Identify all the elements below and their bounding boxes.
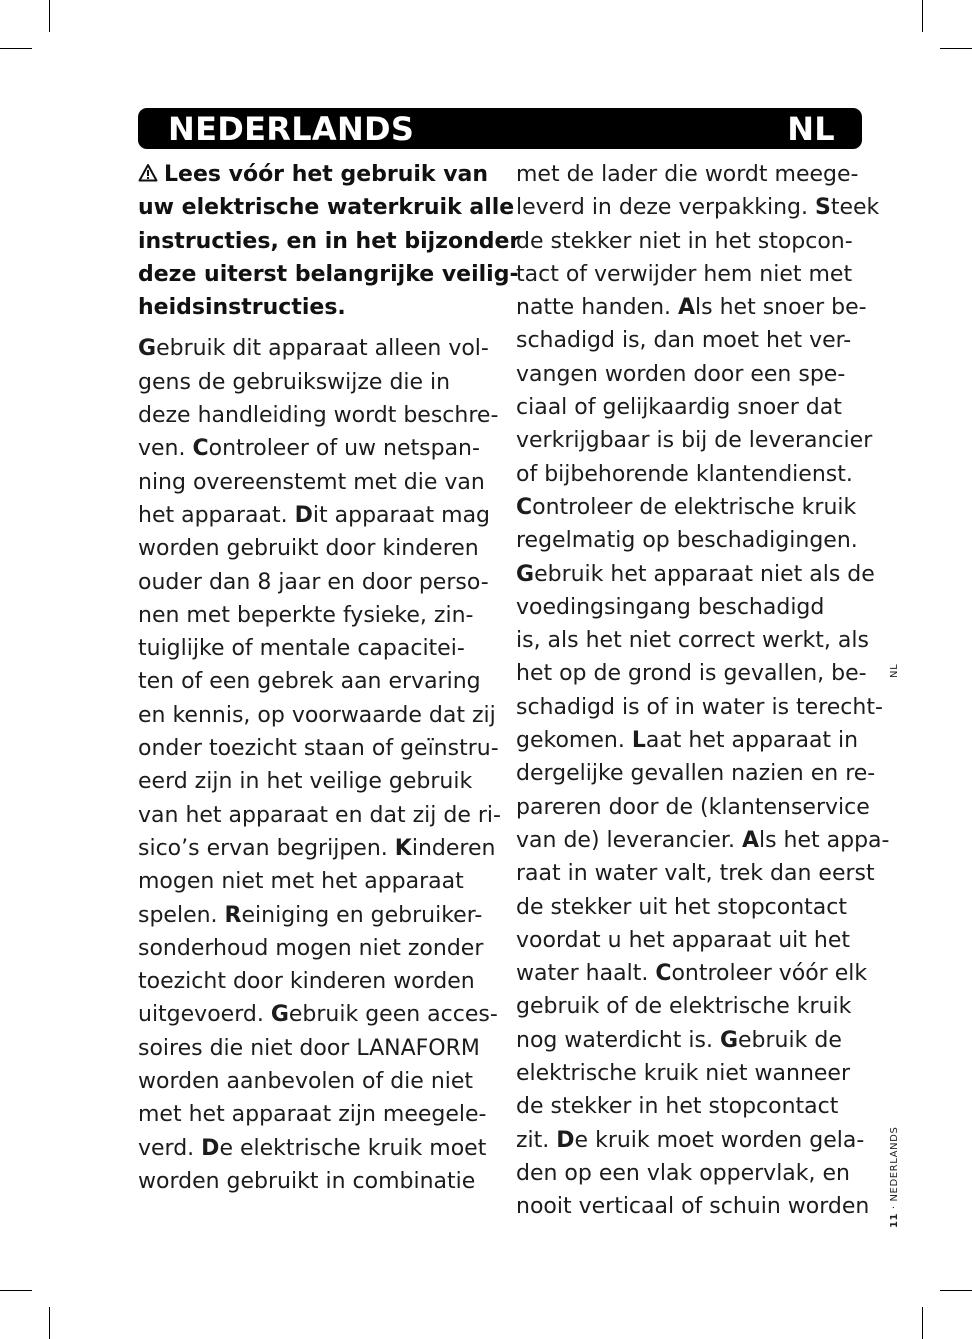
warning-triangle-icon bbox=[138, 163, 158, 183]
text-line: water haalt. Controleer vóór elk bbox=[516, 961, 868, 987]
warning-line: Lees vóór het gebruik van bbox=[138, 158, 498, 191]
text-line: met de lader die wordt meege- bbox=[516, 162, 859, 187]
text-line: gens de gebruikswijze die in bbox=[138, 369, 451, 395]
text-line: van de) leverancier. Als het appa- bbox=[516, 827, 890, 853]
crop-mark bbox=[922, 0, 923, 32]
text-line: gekomen. Laat het apparaat in bbox=[516, 728, 859, 754]
text-line: Gebruik dit apparaat alleen vol- bbox=[138, 336, 489, 362]
text-line: worden gebruikt in combinatie bbox=[138, 1168, 476, 1194]
crop-mark bbox=[940, 48, 972, 49]
text-line: ning overeenstemt met die van bbox=[138, 469, 485, 495]
text-line: nen met beperkte fysieke, zin- bbox=[138, 602, 474, 628]
safety-warning bbox=[138, 158, 521, 324]
text-line: onder toezicht staan of geïnstru- bbox=[138, 736, 499, 762]
warning-line: instructies, en in het bijzonder bbox=[138, 228, 521, 254]
text-line: worden aanbevolen of die niet bbox=[138, 1069, 474, 1095]
text-line: de stekker in het stopcontact bbox=[516, 1094, 839, 1120]
text-line: uitgevoerd. Gebruik geen acces- bbox=[138, 1002, 498, 1028]
text-line: schadigd is, dan moet het ver- bbox=[516, 328, 852, 354]
crop-mark bbox=[0, 1290, 32, 1291]
text-line: van het apparaat en dat zij de ri- bbox=[138, 802, 501, 828]
text-line: nooit verticaal of schuin worden bbox=[516, 1194, 870, 1220]
text-line: gebruik of de elektrische kruik bbox=[516, 994, 852, 1020]
crop-mark bbox=[0, 48, 32, 49]
text-line: soires die niet door LANAFORM bbox=[138, 1035, 480, 1061]
text-line: zit. De kruik moet worden gela- bbox=[516, 1127, 865, 1153]
warning-line: uw elektrische waterkruik alle bbox=[138, 195, 515, 221]
text-line: den op een vlak oppervlak, en bbox=[516, 1160, 850, 1186]
text-line: Gebruik het apparaat niet als de bbox=[516, 561, 875, 587]
text-line: de stekker uit het stopcontact bbox=[516, 894, 847, 920]
text-line: ouder dan 8 jaar en door perso- bbox=[138, 569, 489, 595]
text-line: het op de grond is gevallen, be- bbox=[516, 661, 867, 687]
text-line: pareren door de (klantenservice bbox=[516, 794, 870, 820]
text-line: toezicht door kinderen worden bbox=[138, 969, 475, 995]
text-line: of bijbehorende klantendienst. bbox=[516, 461, 853, 487]
text-line: is, als het niet correct werkt, als bbox=[516, 628, 869, 654]
text-line: voordat u het apparaat uit het bbox=[516, 927, 850, 953]
text-line: tuiglijke of mentale capacitei- bbox=[138, 636, 465, 662]
text-line: en kennis, op voorwaarde dat zij bbox=[138, 702, 496, 728]
text-line: spelen. Reiniging en gebruiker- bbox=[138, 902, 483, 928]
text-line: regelmatig op beschadigingen. bbox=[516, 528, 858, 554]
text-line: natte handen. Als het snoer be- bbox=[516, 295, 867, 321]
text-line: sico’s ervan begrijpen. Kinderen bbox=[138, 835, 496, 861]
text-line: ten of een gebrek aan ervaring bbox=[138, 669, 481, 695]
warning-line: heidsinstructies. bbox=[138, 295, 346, 321]
text-line: elektrische kruik niet wanneer bbox=[516, 1061, 850, 1087]
text-line: ciaal of gelijkaardig snoer dat bbox=[516, 395, 842, 421]
section-header bbox=[138, 108, 862, 149]
warning-line: deze uiterst belangrijke veilig- bbox=[138, 261, 519, 287]
right-column bbox=[516, 158, 890, 1224]
text-line: eerd zijn in het veilige gebruik bbox=[138, 769, 473, 795]
text-line: met het apparaat zijn meegele- bbox=[138, 1102, 487, 1128]
left-column bbox=[138, 158, 521, 1198]
page-label: · NEDERLANDS bbox=[889, 1126, 900, 1213]
page-footer bbox=[889, 1127, 900, 1228]
section-title: NEDERLANDS bbox=[168, 110, 415, 148]
text-line: verkrijgbaar is bij de leverancier bbox=[516, 428, 873, 454]
text-line: het apparaat. Dit apparaat mag bbox=[138, 502, 491, 528]
text-line: leverd in deze verpakking. Steek bbox=[516, 195, 880, 221]
text-line: tact of verwijder hem niet met bbox=[516, 261, 853, 287]
text-line: schadigd is of in water is terecht- bbox=[516, 694, 883, 720]
text-line: voedingsingang beschadigd bbox=[516, 594, 825, 620]
text-line: sonderhoud mogen niet zonder bbox=[138, 935, 484, 961]
text-line: worden gebruikt door kinderen bbox=[138, 536, 479, 562]
text-line: nog waterdicht is. Gebruik de bbox=[516, 1027, 842, 1053]
crop-mark bbox=[940, 1290, 972, 1291]
text-line: Controleer de elektrische kruik bbox=[516, 494, 857, 520]
side-language-tab: NL bbox=[889, 663, 900, 678]
crop-mark bbox=[922, 1307, 923, 1339]
crop-mark bbox=[49, 0, 50, 32]
language-code: NL bbox=[787, 110, 835, 148]
crop-mark bbox=[49, 1307, 50, 1339]
text-line: raat in water valt, trek dan eerst bbox=[516, 861, 875, 887]
text-line: de stekker niet in het stopcon- bbox=[516, 228, 853, 254]
text-line: mogen niet met het apparaat bbox=[138, 869, 464, 895]
page-number: 11 bbox=[889, 1212, 900, 1228]
text-line: vangen worden door een spe- bbox=[516, 361, 846, 387]
text-line: deze handleiding wordt beschre- bbox=[138, 403, 499, 429]
text-line: dergelijke gevallen nazien en re- bbox=[516, 761, 876, 787]
text-line: verd. De elektrische kruik moet bbox=[138, 1135, 487, 1161]
instructions-text bbox=[138, 332, 501, 1198]
text-line: ven. Controleer of uw netspan- bbox=[138, 436, 480, 462]
